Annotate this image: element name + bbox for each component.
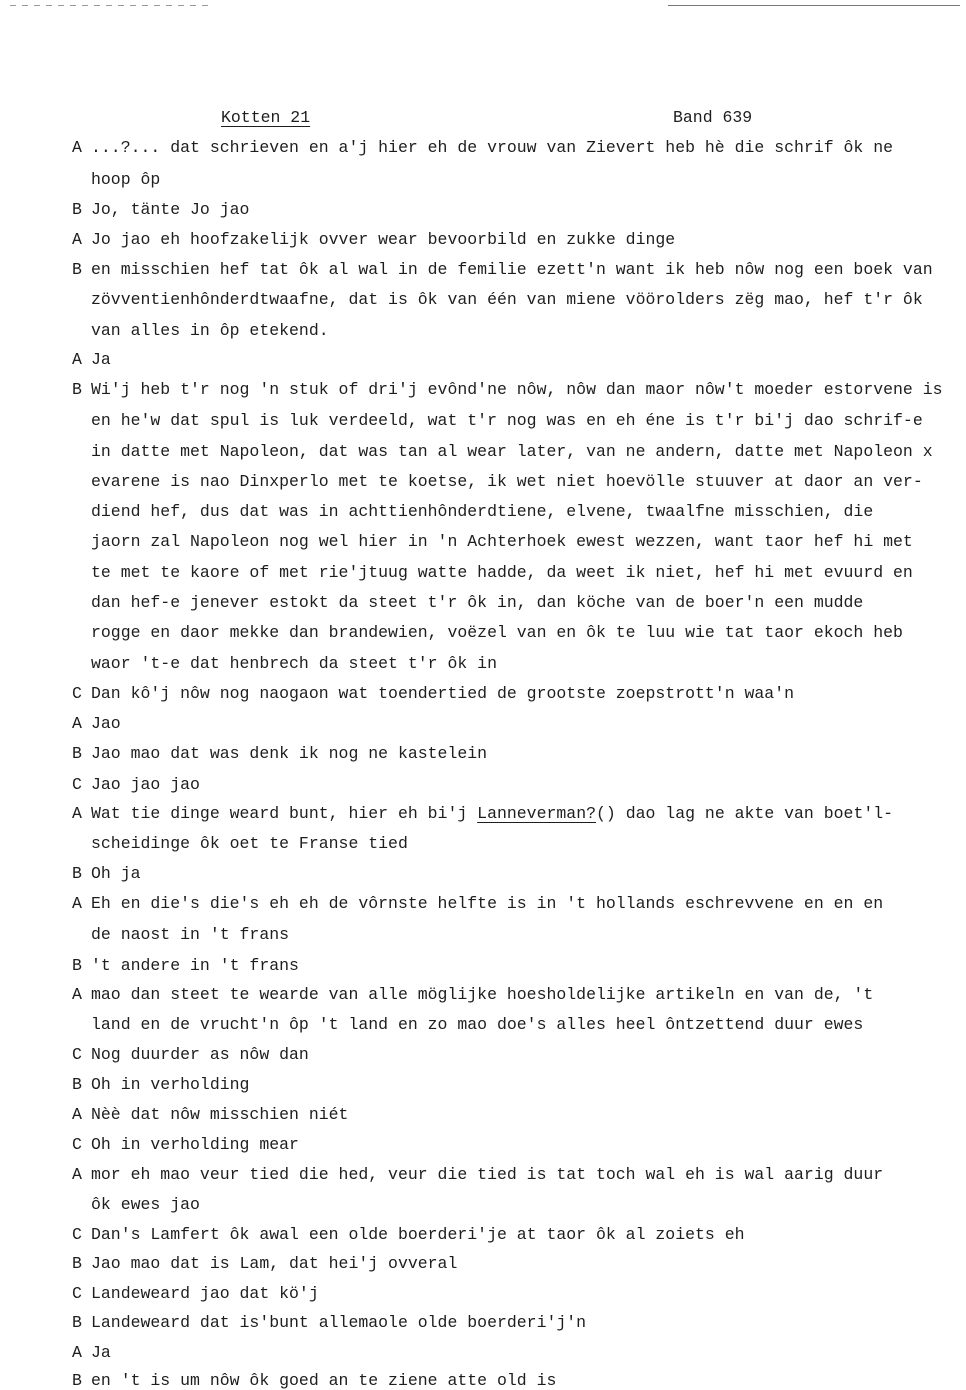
line-text: in datte met Napoleon, dat was tan al wear later, van ne andern, datte met Napoleon x	[91, 442, 933, 461]
speaker-label: B	[72, 1371, 82, 1390]
line-text: Dan's Lamfert ôk awal een olde boerderi'je at taor ôk al zoiets eh	[91, 1225, 745, 1244]
line-text: evarene is nao Dinxperlo met te koetse, ik wet niet hoevölle stuuver at daor an ver-	[91, 472, 923, 491]
line-text: Jao mao dat was denk ik nog ne kastelein	[91, 744, 488, 763]
line-text: van alles in ôp etekend.	[91, 321, 329, 340]
speaker-label: B	[72, 1313, 82, 1332]
speaker-label: A	[72, 804, 82, 823]
line-text: en 't is um nôw ôk goed an te ziene atte old is	[91, 1371, 557, 1390]
line-text: Ja	[91, 1343, 111, 1362]
line-text: Wat tie dinge weard bunt, hier eh bi'j Lanneverman?() dao lag ne akte van boet'l-	[91, 804, 894, 823]
document-title: Kotten 21	[221, 108, 311, 127]
speaker-label: C	[72, 775, 82, 794]
line-text: Ja	[91, 350, 111, 369]
speaker-label: B	[72, 956, 82, 975]
speaker-label: A	[72, 1165, 82, 1184]
line-text: te met te kaore of met rie'jtuug watte hadde, da weet ik niet, hef hi met evuurd en	[91, 563, 913, 582]
line-text: 't andere in 't frans	[91, 956, 299, 975]
speaker-label: A	[72, 985, 82, 1004]
line-text: Landeweard jao dat kö'j	[91, 1284, 319, 1303]
line-text: Jao	[91, 714, 121, 733]
line-text: Wi'j heb t'r nog 'n stuk of dri'j evônd'ne nôw, nôw dan maor nôw't moeder estorvene is	[91, 380, 943, 399]
speaker-label: B	[72, 744, 82, 763]
line-text: scheidinge ôk oet te Franse tied	[91, 834, 408, 853]
speaker-label: B	[72, 260, 82, 279]
line-text: Jao mao dat is Lam, dat hei'j ovveral	[91, 1254, 458, 1273]
line-text: en he'w dat spul is luk verdeeld, wat t'r nog was en eh éne is t'r bi'j dao schrif-e	[91, 411, 923, 430]
speaker-label: B	[72, 864, 82, 883]
line-text: diend hef, dus dat was in achttienhônderdtiene, elvene, twaalfne misschien, die	[91, 502, 874, 521]
line-text: Nèè dat nôw misschien niét	[91, 1105, 349, 1124]
line-text: Dan kô'j nôw nog naogaon wat toendertied de grootste zoepstrott'n waa'n	[91, 684, 795, 703]
speaker-label: B	[72, 1254, 82, 1273]
line-text: rogge en daor mekke dan brandewien, voëzel van en ôk te luu wie tat taor ekoch heb	[91, 623, 903, 642]
line-text: Landeweard dat is'bunt allemaole olde boerderi'j'n	[91, 1313, 587, 1332]
top-border-line	[668, 5, 960, 6]
speaker-label: A	[72, 1343, 82, 1362]
speaker-label: A	[72, 894, 82, 913]
line-text: ...?... dat schrieven en a'j hier eh de vrouw van Zievert heb hè die schrif ôk ne	[91, 138, 894, 157]
line-text: hoop ôp	[91, 170, 161, 189]
speaker-label: B	[72, 1075, 82, 1094]
band-number: Band 639	[673, 108, 753, 127]
line-text: Oh in verholding	[91, 1075, 250, 1094]
line-text: mor eh mao veur tied die hed, veur die tied is tat toch wal eh is wal aarig duur	[91, 1165, 884, 1184]
speaker-label: C	[72, 1045, 82, 1064]
speaker-label: A	[72, 1105, 82, 1124]
speaker-label: A	[72, 350, 82, 369]
line-text: mao dan steet te wearde van alle möglijke hoesholdelijke artikeln en van de, 't	[91, 985, 874, 1004]
speaker-label: C	[72, 1284, 82, 1303]
line-text: Jo, tänte Jo jao	[91, 200, 250, 219]
line-text: jaorn zal Napoleon nog wel hier in 'n Achterhoek ewest wezzen, want taor hef hi met	[91, 532, 913, 551]
speaker-label: C	[72, 1135, 82, 1154]
line-text: en misschien hef tat ôk al wal in de femilie ezett'n want ik heb nôw nog een boek van	[91, 260, 933, 279]
line-text: waor 't-e dat henbrech da steet t'r ôk in	[91, 654, 497, 673]
line-text: Nog duurder as nôw dan	[91, 1045, 309, 1064]
speaker-label: A	[72, 138, 82, 157]
line-text: zövventienhônderdtwaafne, dat is ôk van één van miene vöörolders zëg mao, hef t'r ôk	[91, 290, 923, 309]
line-text: ôk ewes jao	[91, 1195, 200, 1214]
speaker-label: A	[72, 714, 82, 733]
speaker-label: A	[72, 230, 82, 249]
line-text: dan hef-e jenever estokt da steet t'r ôk in, dan köche van de boer'n een mudde	[91, 593, 864, 612]
line-text: Oh ja	[91, 864, 141, 883]
line-text: de naost in 't frans	[91, 925, 290, 944]
line-text: Oh in verholding mear	[91, 1135, 299, 1154]
speaker-label: C	[72, 1225, 82, 1244]
line-text: land en de vrucht'n ôp 't land en zo mao doe's alles heel ôntzettend duur ewes	[91, 1015, 864, 1034]
speaker-label: B	[72, 200, 82, 219]
top-border-dashed	[10, 5, 210, 6]
speaker-label: C	[72, 684, 82, 703]
underlined-name: Lanneverman?	[477, 804, 596, 823]
line-text: Jo jao eh hoofzakelijk ovver wear bevoorbild en zukke dinge	[91, 230, 676, 249]
line-text: Eh en die's die's eh eh de vôrnste helfte is in 't hollands eschrevvene en en en	[91, 894, 884, 913]
line-text: Jao jao jao	[91, 775, 200, 794]
speaker-label: B	[72, 380, 82, 399]
